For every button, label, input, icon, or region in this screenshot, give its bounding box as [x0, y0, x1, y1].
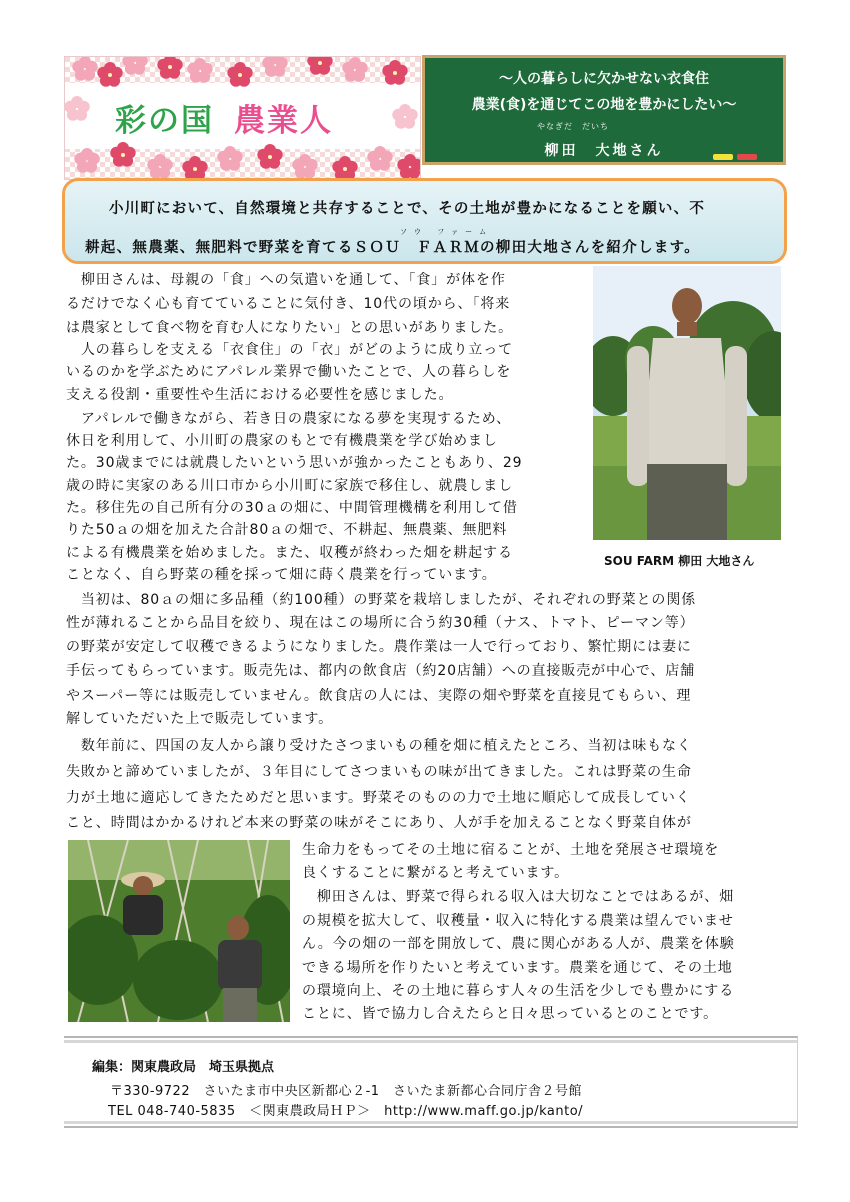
header-banner-right — [422, 55, 786, 165]
farmer-name: 柳田 大地さん — [544, 143, 664, 159]
body-line: の規模を拡大して、収穫量・収入に特化する農業は望んでいませ — [302, 913, 734, 929]
body-line: アパレルで働きながら、若き日の農家になる夢を実現するため、 — [66, 411, 511, 427]
footer-divider — [64, 1040, 797, 1043]
body-line: 失敗かと諦めていましたが、３年目にしてさつまいもの味が出てきました。これは野菜の生命 — [66, 764, 692, 780]
body-line: 柳田さんは、野菜で得られる収入は大切なことではあるが、畑 — [302, 889, 735, 905]
footer — [64, 1036, 798, 1128]
footer-divider — [64, 1121, 797, 1124]
body-line: こと、時間はかかるけれど本来の野菜の味がそこにあり、人が手を加えることなく野菜自体が — [66, 815, 692, 831]
body-line: 力が土地に適応してきたためだと思います。野菜そのものの力で土地に順応して成長していく — [66, 790, 691, 806]
body-line: いるのかを学ぶためにアパレル業界で働いたことで、人の暮らしを — [66, 364, 512, 380]
body-line: 人の暮らしを支える「衣食住」の「衣」がどのように成り立って — [66, 342, 513, 358]
body-line: ん。今の畑の一部を開放して、農に関心がある人が、農業を体験 — [302, 936, 735, 952]
body-line: 数年前に、四国の友人から譲り受けたさつまいもの種を畑に植えたところ、当初は味もなく — [66, 738, 692, 754]
banner-title-prefecture: 彩の国 — [115, 103, 214, 139]
chalk-yellow-icon — [713, 154, 733, 160]
photo-caption: SOU FARM 柳田 大地さん — [604, 554, 755, 568]
body-line: 性が薄れることから品目を絞り、現在はこの場所に合う約30種（ナス、トマト、ピーマン等） — [66, 615, 695, 631]
intro-line-2: 耕起、無農薬、無肥料で野菜を育てるＳＯＵ ＦＡＲＭの柳田大地さんを紹介します。 — [85, 240, 701, 256]
body-line: ことなく、自ら野菜の種を採って畑に蒔く農業を行っています。 — [66, 567, 497, 583]
tagline-1: ～人の暮らしに欠かせない衣食住 — [499, 71, 709, 87]
intro-box — [62, 178, 787, 264]
banner-title — [115, 95, 333, 140]
body-line: た。30歳までには就農したいという思いが強かったこともあり、29 — [66, 455, 523, 471]
header-banner-left — [64, 56, 421, 180]
footer-contact: TEL 048-740-5835 ＜関東農政局ＨＰ＞ http://www.maff.go.jp/kanto/ — [108, 1104, 584, 1119]
field-work-photo — [68, 840, 290, 1022]
body-line: 生命力をもってその土地に宿ることが、土地を発展させ環境を — [302, 842, 720, 858]
name-ruby: やなぎだ だいち — [537, 122, 609, 131]
body-line: できる場所を作りたいと考えています。農業を通じて、その土地 — [302, 960, 733, 976]
body-line: は農家として食べ物を育む人になりたい」との思いがありました。 — [66, 320, 513, 336]
body-line: 当初は、80ａの畑に多品種（約100種）の野菜を栽培しましたが、それぞれの野菜との関係 — [66, 592, 697, 608]
body-line: やスーパー等には販売していません。飲食店の人には、実際の畑や野菜を直接見てもらい、理 — [66, 688, 692, 704]
body-line: 手伝ってもらっています。販売先は、都内の飲食店（約20店舗）への直接販売が中心で、店舗 — [66, 663, 696, 679]
intro-ruby: ソウ ファーム — [400, 228, 494, 236]
body-line: 解していただいた上で販売しています。 — [66, 711, 334, 727]
body-line: の環境向上、その土地に暮らす人々の生活を少しでも豊かにする — [302, 983, 735, 999]
body-line: 歳の時に実家のある川口市から小川町に家族で移住し、就農しまし — [66, 478, 513, 494]
body-line: た。移住先の自己所有分の30ａの畑に、中間管理機構を利用して借 — [66, 500, 518, 516]
farmer-portrait-photo — [593, 266, 781, 540]
banner-title-farmer: 農業人 — [234, 103, 333, 139]
body-line: 休日を利用して、小川町の農家のもとで有機農業を学び始めまし — [66, 433, 498, 449]
body-line: の野菜が安定して収穫できるようになりました。農作業は一人で行っており、繁忙期には妻に — [66, 639, 692, 655]
body-line: による有機農業を始めました。また、収穫が終わった畑を耕起する — [66, 545, 513, 561]
intro-line-1: 小川町において、自然環境と共存することで、その土地が豊かになることを願い、不 — [109, 201, 706, 217]
body-line: ことに、皆で協力し合えたらと日々思っているとのことです。 — [302, 1006, 719, 1022]
footer-editor: 編集：関東農政局 埼玉県拠点 — [92, 1060, 275, 1075]
body-line: るだけでなく心も育てていることに気付き、10代の頃から、「将来 — [66, 296, 511, 312]
chalk-red-icon — [737, 154, 757, 160]
body-line: 支える役割・重要性や生活における必要性を感じました。 — [66, 387, 454, 403]
tagline-2: 農業(食)を通じてこの地を豊かにしたい～ — [471, 97, 737, 113]
footer-address: 〒330-9722 さいたま市中央区新都心２-1 さいたま新都心合同庁舎２号館 — [110, 1084, 583, 1099]
body-line: 柳田さんは、母親の「食」への気遣いを通して、「食」が体を作 — [66, 272, 506, 288]
body-line: りた50ａの畑を加えた合計80ａの畑で、不耕起、無農薬、無肥料 — [66, 522, 508, 538]
body-line: 良くすることに繋がると考えています。 — [302, 865, 570, 881]
